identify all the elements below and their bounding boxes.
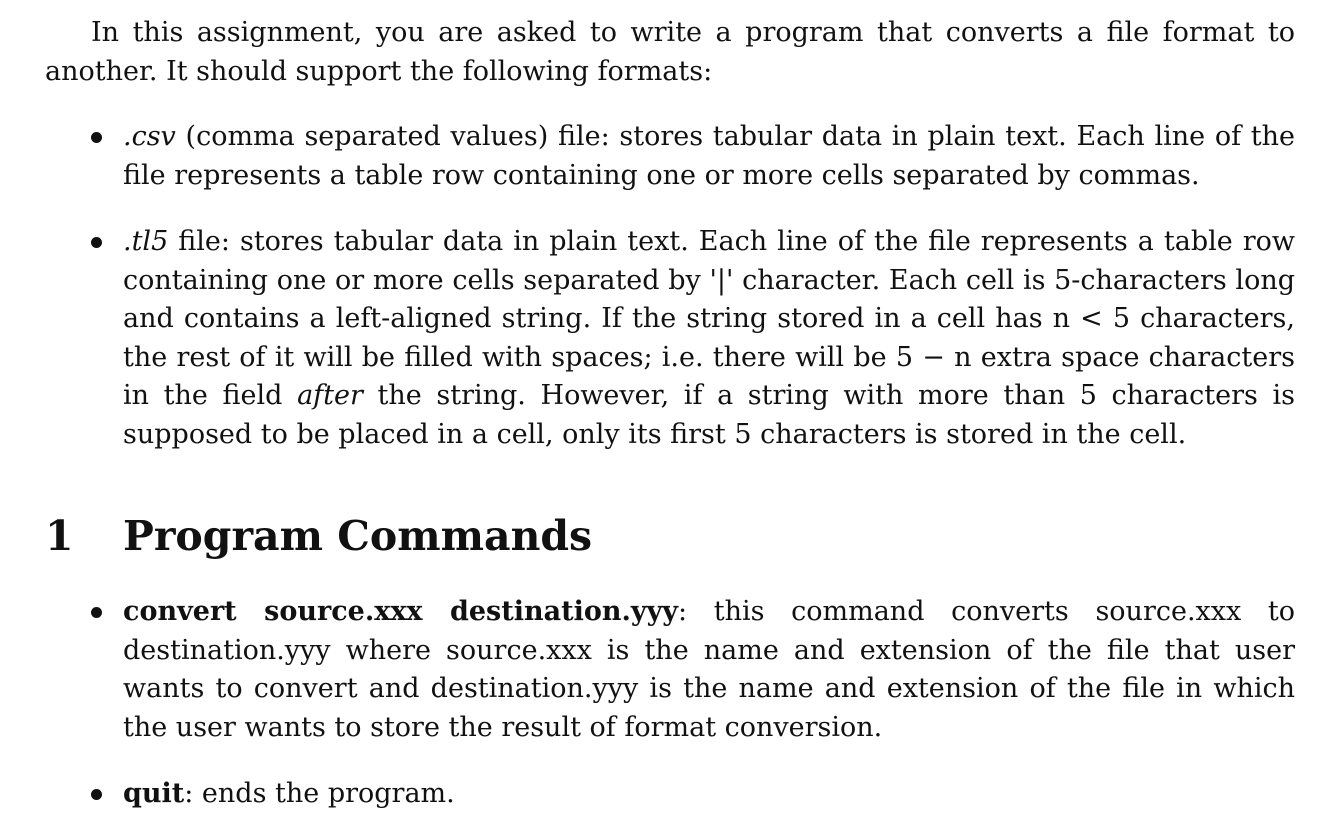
bullet-icon bbox=[91, 789, 102, 800]
command-text: : ends the program. bbox=[184, 778, 455, 809]
section-title: Program Commands bbox=[123, 512, 593, 560]
command-text: : this command converts source.xxx to destination.yyy where source.xxx is the name and extension of the file that user wants to convert and destination.yyy is the name and extension of the file in which the user wants to store the result of format conversion. bbox=[123, 596, 1295, 743]
format-name: .tl5 bbox=[123, 226, 169, 257]
bullet-icon bbox=[91, 237, 102, 248]
intro-paragraph: In this assignment, you are asked to write a program that converts a file format to another. It should support the following formats: bbox=[45, 17, 1295, 87]
bullet-icon bbox=[91, 132, 102, 143]
bullet-icon bbox=[91, 607, 102, 618]
format-text: (comma separated values) file: stores tabular data in plain text. Each line of the file represents a table row containing one or more cells separated by commas. bbox=[123, 121, 1295, 191]
command-name: quit bbox=[123, 778, 185, 809]
command-description bbox=[123, 593, 1295, 747]
command-name: convert source.xxx destination.yyy bbox=[123, 596, 678, 627]
format-text: file: stores tabular data in plain text. Each line of the file represents a table row containing one or more cells separated by '|' character. Each cell is 5-characters long and contains a left-aligned string. If the string stored in a cell has n < 5 characters, the rest of it will be filled with spaces; i.e. there will be 5 − n extra space characters in the field bbox=[123, 226, 1295, 411]
command-description bbox=[123, 775, 1295, 814]
section-heading bbox=[45, 510, 592, 562]
format-description bbox=[123, 118, 1295, 195]
format-emphasis: after bbox=[297, 380, 363, 411]
format-text-end: the string. However, if a string with more than 5 characters is supposed to be placed in a cell, only its first 5 characters is stored in the cell. bbox=[123, 380, 1295, 450]
section-number: 1 bbox=[45, 512, 74, 560]
format-description bbox=[123, 223, 1295, 454]
format-name: .csv bbox=[123, 121, 176, 152]
